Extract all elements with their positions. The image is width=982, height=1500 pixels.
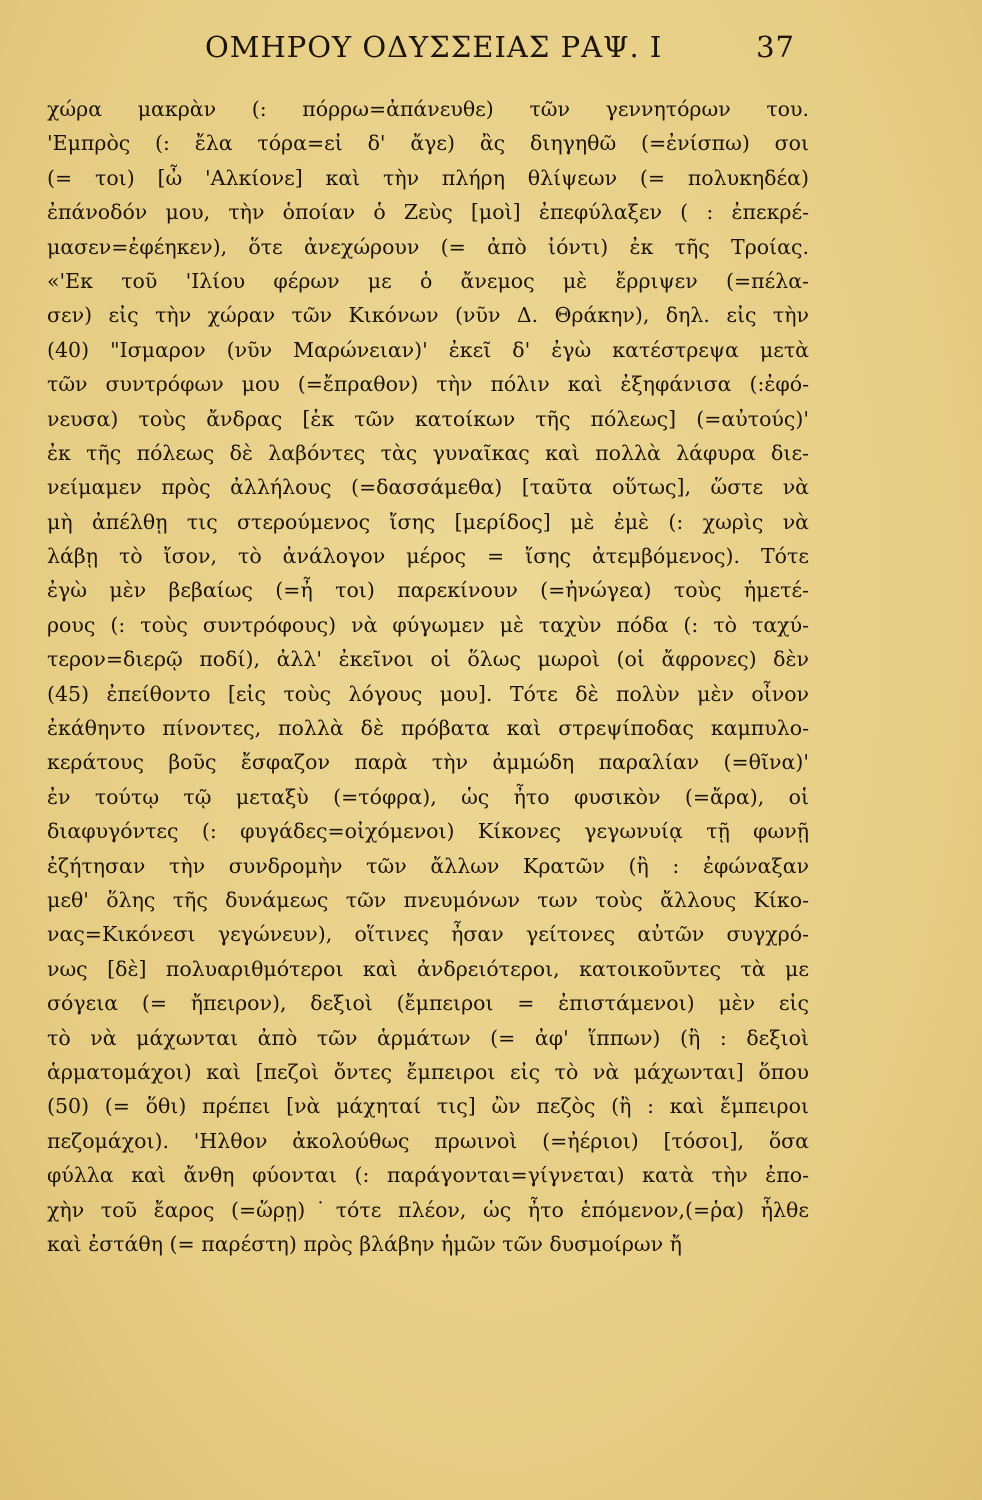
text-line: πεζομάχοι). 'Ηλθον ἀκολούθως πρωινοὶ (=ἠέριοι) [τόσοι], ὅσα (47, 1128, 809, 1153)
text-line: ἐκ τῆς πόλεως δὲ λαβόντες τὰς γυναῖκας καὶ πολλὰ λάφυρα διε- (47, 440, 809, 465)
text-line: κεράτους βοῦς ἔσφαζον παρὰ τὴν ἀμμώδη παραλίαν (=θῖνα)' (47, 750, 809, 775)
text-line: ἐκάθηντο πίνοντες, πολλὰ δὲ πρόβατα καὶ στρεψίποδας καμπυλο- (47, 716, 809, 741)
text-line: (50) (= ὅθι) πρέπει [νὰ μάχηταί τις] ὢν πεζὸς (ἢ : καὶ ἔμπειροι (47, 1094, 809, 1119)
running-title: ΟΜΗΡΟΥ ΟΔΥΣΣΕΙΑΣ ΡΑΨ. Ι (205, 30, 663, 64)
text-line: μὴ ἀπέλθῃ τις στερούμενος ἴσης [μερίδος] μὲ ἐμὲ (: χωρὶς νὰ (47, 509, 809, 534)
text-line: 'Εμπρὸς (: ἔλα τόρα=εἰ δ' ἄγε) ἂς διηγηθῶ (=ἐνίσπω) σοι (47, 131, 809, 156)
text-line: μεθ' ὅλης τῆς δυνάμεως τῶν πνευμόνων των τοὺς ἄλλους Κίκο- (47, 887, 809, 912)
text-line: καὶ ἐστάθη (= παρέστη) πρὸς βλάβην ἡμῶν τῶν δυσμοίρων ἤ (47, 1231, 682, 1256)
body-text (47, 92, 809, 1261)
text-line: χὴν τοῦ ἔαρος (=ὥρῃ)˙τότε πλέον, ὡς ἦτο ἑπόμενον,(=ῥα) ἦλθε (47, 1197, 809, 1222)
text-line: (45) ἐπείθοντο [εἰς τοὺς λόγους μου]. Τότε δὲ πολὺν μὲν οἶνον (47, 681, 809, 706)
running-header (205, 30, 795, 74)
page-number: 37 (756, 30, 795, 64)
text-line: σεν) εἰς τὴν χώραν τῶν Κικόνων (νῦν Δ. Θράκην), δηλ. εἰς τὴν (47, 303, 809, 328)
text-line: ἐγὼ μὲν βεβαίως (=ἦ τοι) παρεκίνουν (=ἠνώγεα) τοὺς ἡμετέ- (47, 578, 809, 603)
text-line: ἁρματομάχοι) καὶ [πεζοὶ ὄντες ἔμπειροι εἰς τὸ νὰ μάχωνται] ὅπου (47, 1059, 809, 1084)
text-line: νας=Κικόνεσι γεγώνευν), οἵτινες ἦσαν γείτονες αὐτῶν συγχρό- (47, 922, 809, 947)
text-line: διαφυγόντες (: φυγάδες=οἰχόμενοι) Κίκονες γεγωνυίᾳ τῇ φωνῇ (47, 819, 809, 844)
text-line: νευσα) τοὺς ἄνδρας [ἐκ τῶν κατοίκων τῆς πόλεως] (=αὐτούς)' (47, 406, 809, 431)
text-line: τῶν συντρόφων μου (=ἔπραθον) τὴν πόλιν καὶ ἐξηφάνισα (:ἐφό- (47, 372, 809, 397)
text-line: ἐπάνοδόν μου, τὴν ὁποίαν ὁ Ζεὺς [μοὶ] ἐπεφύλαξεν ( : ἐπεκρέ- (47, 200, 809, 225)
text-line: νως [δὲ] πολυαριθμότεροι καὶ ἀνδρειότεροι, κατοικοῦντες τὰ με (47, 956, 809, 981)
text-line: ἐζήτησαν τὴν συνδρομὴν τῶν ἄλλων Κρατῶν (ἢ : ἐφώναξαν (47, 853, 809, 878)
text-line: σόγεια (= ἤπειρον), δεξιοὶ (ἔμπειροι = ἐπιστάμενοι) μὲν εἰς (47, 991, 809, 1016)
text-line: φύλλα καὶ ἄνθη φύονται (: παράγονται=γίγνεται) κατὰ τὴν ἐπο- (47, 1163, 809, 1188)
text-line: χώρα μακρὰν (: πόρρω=ἀπάνευθε) τῶν γεννητόρων του. (47, 97, 809, 121)
text-line: ρους (: τοὺς συντρόφους) νὰ φύγωμεν μὲ ταχὺν πόδα (: τὸ ταχύ- (47, 612, 809, 637)
text-line: τερον=διερῷ ποδί), ἀλλ' ἐκεῖνοι οἱ ὅλως μωροὶ (οἱ ἄφρονες) δὲν (47, 647, 809, 672)
text-line: μασεν=ἐφέηκεν), ὅτε ἀνεχώρουν (= ἀπὸ ἰόντι) ἐκ τῆς Τροίας. (47, 234, 809, 259)
text-line: «'Εκ τοῦ 'Ιλίου φέρων με ὁ ἄνεμος μὲ ἔρριψεν (=πέλα- (47, 268, 809, 293)
text-line: νείμαμεν πρὸς ἀλλήλους (=δασσάμεθα) [ταῦτα οὕτως], ὥστε νὰ (47, 475, 809, 500)
text-line: ἐν τούτῳ τῷ μεταξὺ (=τόφρα), ὡς ἦτο φυσικὸν (=ἄρα), οἱ (47, 784, 809, 809)
text-line: (40) "Ισμαρον (νῦν Μαρώνειαν)' ἐκεῖ δ' ἐγὼ κατέστρεψα μετὰ (47, 337, 809, 362)
text-line: (= τοι) [ὦ 'Αλκίονε] καὶ τὴν πλήρη θλίψεων (= πολυκηδέα) (47, 165, 809, 190)
text-line: λάβῃ τὸ ἴσον, τὸ ἀνάλογον μέρος = ἴσης ἀτεμβόμενος). Τότε (47, 544, 809, 569)
text-line: τὸ νὰ μάχωνται ἀπὸ τῶν ἁρμάτων (= ἀφ' ἵππων) (ἢ : δεξιοὶ (47, 1025, 809, 1050)
